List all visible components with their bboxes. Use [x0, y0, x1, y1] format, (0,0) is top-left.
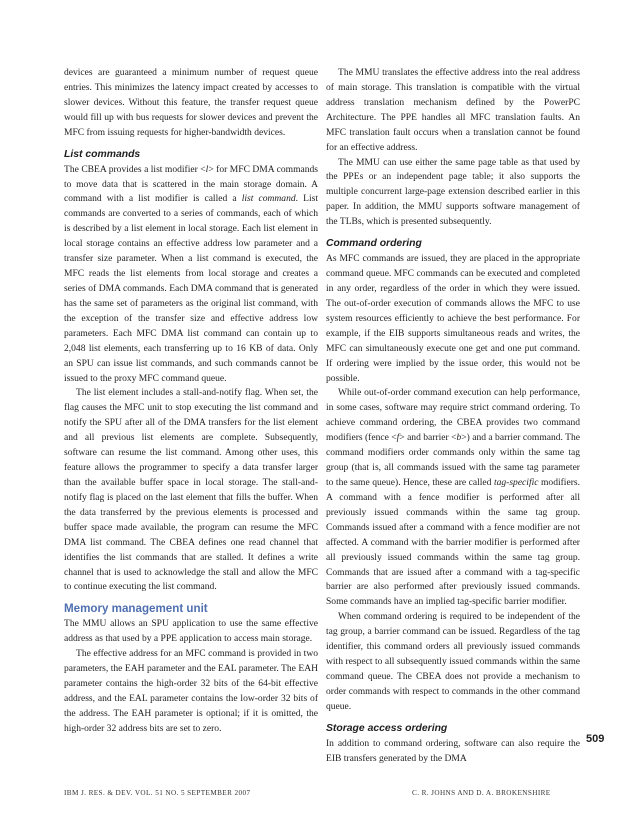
- section-heading-list-commands: List commands: [64, 148, 141, 160]
- right-column: [326, 66, 580, 767]
- paragraph: The MMU can use either the same page table as that used by the PPEs or an independent page table; it also supports the multiple concurrent large-page extension described earlier in this paper. In addition, the MMU supports software management of the TLBs, which is presented subsequently.: [326, 156, 580, 228]
- paragraph: The MMU allows an SPU application to use the same effective address as that used by a PPE application to access main storage.: [64, 618, 318, 645]
- section-heading-storage-access-ordering: Storage access ordering: [326, 722, 448, 734]
- paragraph: The list element includes a stall-and-notify flag. When set, the flag causes the MFC unit to stop executing the list command and notify the SPU after all of the DMA transfers for the list element and all previous list elements are complete. Subsequently, software can resume the list command. Among other uses, this feature allows the programmer to specify a data transfer larger than the available buffer space in local storage. The stall-and-notify flag is placed on the last element that fills the buffer. When the data transferred by the previous elements is processed and buffer space made available, the program can resume the MFC DMA list command. The CBEA defines one read channel that identifies the list commands that are stalled. It defines a write channel that is used to acknowledge the stall and allow the MFC to continue executing the list command.: [64, 387, 318, 593]
- paragraph: As MFC commands are issued, they are placed in the appropriate command queue. MFC commands can be executed and completed in any order, regardless of the order in which they were issued. The out-of-order execution of commands allows the MFC to use system resources efficiently to achieve the best performance. For example, if the EIB supports simultaneous reads and writes, the MFC can simultaneously execute one get and one put command. If ordering were implied by the issue order, this would not be possible.: [326, 253, 580, 384]
- paragraph: While out-of-order command execution can help performance, in some cases, software may require strict command ordering. To achieve command ordering, the CBEA provides two command modifiers (fence <f> and barrier <b>) and a barrier command. The command modifiers order commands only within the same tag group (that is, all commands issued with the same tag parameter to the same queue). Hence, these are called tag-specific modifiers. A command with a fence modifier is performed after all previously issued commands within the same tag group. Commands issued after a command with a fence modifier are not affected. A command with the barrier modifier is performed after all previously issued commands within the same tag group. Commands that are issued after a command with a tag-specific barrier are also performed after previously issued commands. Some commands have an implied tag-specific barrier modifier.: [326, 387, 580, 608]
- paragraph: The effective address for an MFC command is provided in two parameters, the EAH parameter and the EAL parameter. The EAH parameter contains the high-order 32 bits of the 64-bit effective address, and the EAL parameter contains the low-order 32 bits of the address. The EAH parameter is optional; if it is omitted, the high-order 32 address bits are set to zero.: [64, 648, 318, 734]
- section-heading-memory-management-unit: Memory management unit: [64, 602, 208, 616]
- left-column: [64, 66, 318, 737]
- section-heading-command-ordering: Command ordering: [326, 238, 422, 250]
- paragraph: devices are guaranteed a minimum number of request queue entries. This minimizes the latency impact created by accesses to slower devices. Without this feature, the transfer request queue would fill up with bus requests for slower devices and prevent the MFC from issuing requests for higher-bandwidth devices.: [64, 67, 318, 138]
- paragraph: The MMU translates the effective address into the real address of main storage. This translation is compatible with the virtual address translation mechanism defined by the PowerPC Architecture. The PPE handles all MFC translation faults. An MFC translation fault occurs when a translation cannot be found for an effective address.: [326, 67, 580, 153]
- page-number: 509: [586, 733, 605, 745]
- paragraph: The CBEA provides a list modifier <l> for MFC DMA commands to move data that is scattered in the main storage domain. A command with a list modifier is called a list command. List commands are converted to a series of commands, each of which is described by a list element in local storage. Each list element in local storage contains an effective address low parameter and a transfer size parameter. When a list command is executed, the MFC reads the list elements from local storage and creates a series of DMA commands. Each DMA command that is generated has the same set of parameters as the original list command, with the exception of the transfer size and effective address low parameters. Each MFC DMA list command can contain up to 2,048 list elements, each transferring up to 16 KB of data. Only an SPU can issue list commands, and such commands cannot be issued to the proxy MFC command queue.: [64, 163, 318, 384]
- paragraph: When command ordering is required to be independent of the tag group, a barrier command can be issued. Regardless of the tag identifier, this command orders all previously issued commands with respect to all subsequently issued commands within the same command queue. The CBEA does not provide a mechanism to order commands with respect to commands in the other command queue.: [326, 611, 580, 712]
- paragraph: In addition to command ordering, software can also require the EIB transfers generated by the DMA: [326, 737, 580, 764]
- footer-journal-info: IBM J. RES. & DEV. VOL. 51 NO. 5 SEPTEMBER 2007: [64, 789, 251, 797]
- footer-authors: C. R. JOHNS AND D. A. BROKENSHIRE: [412, 789, 551, 797]
